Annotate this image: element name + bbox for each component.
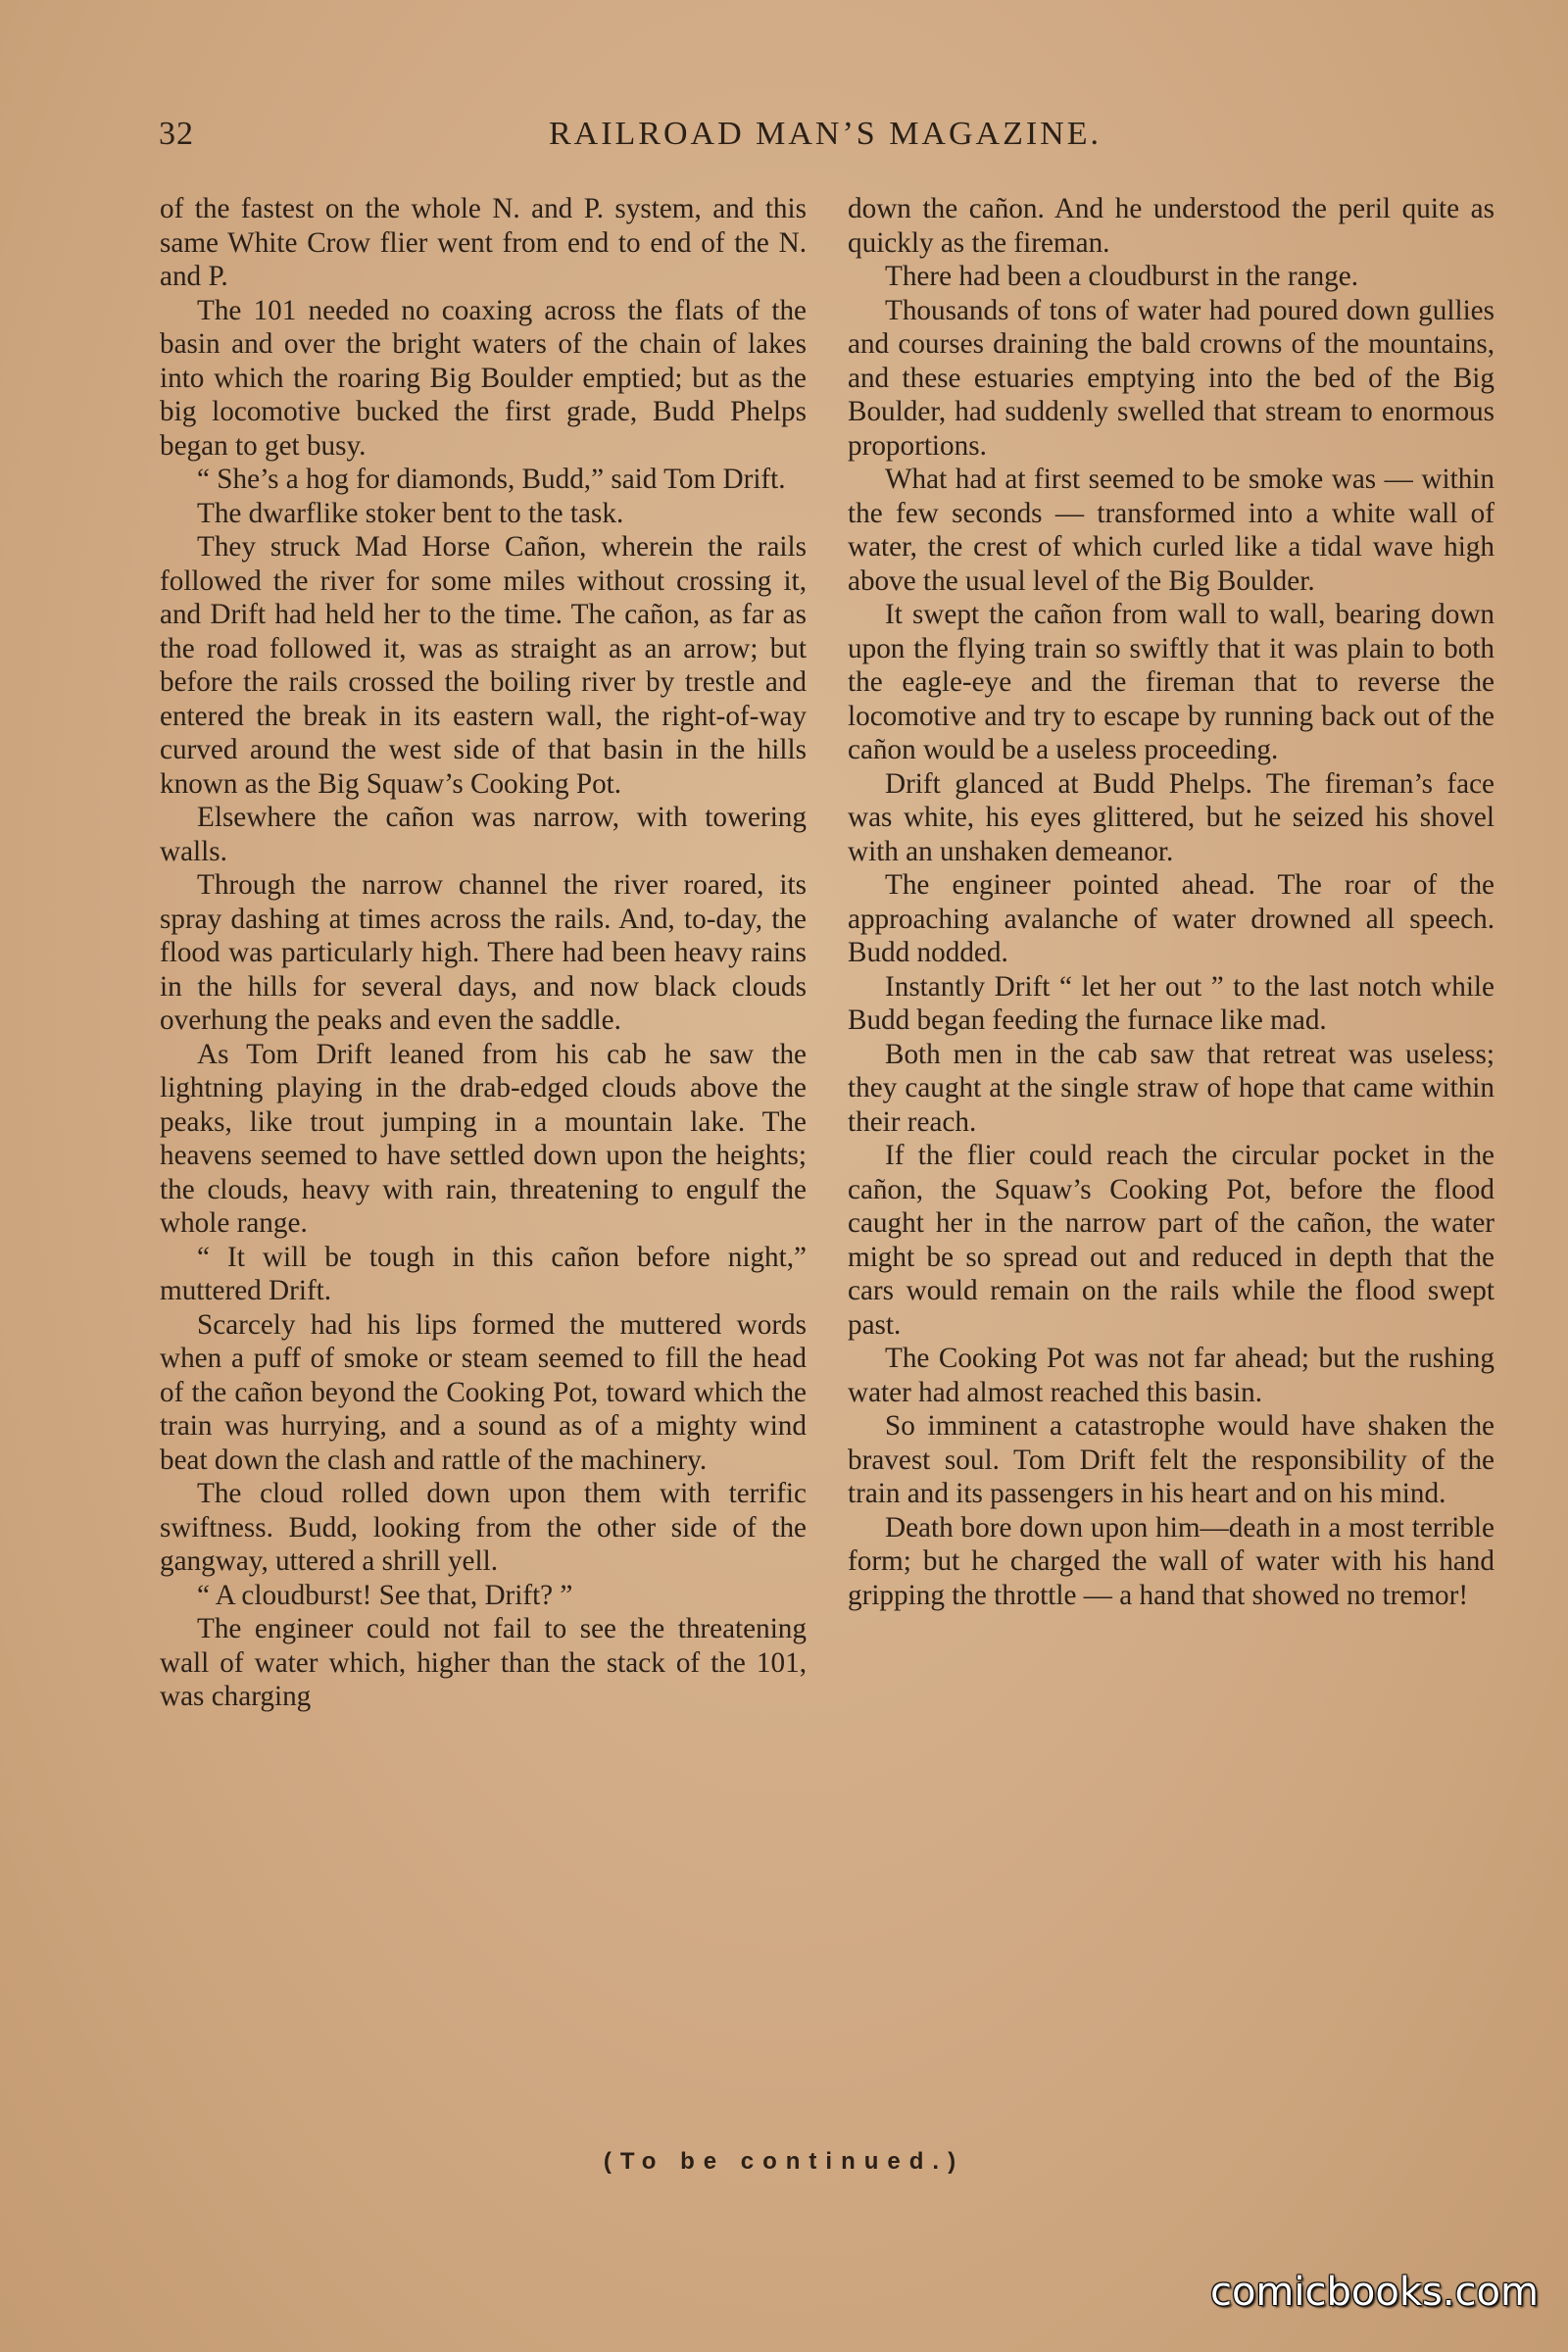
paragraph: If the flier could reach the circular pocket in the cañon, the Squaw’s Cooking Pot, before the flood caught her in the narrow part of the cañon, the water might be so spread out and reduced in depth that the cars would remain on the rails while the flood swept past. [848,1140,1494,1341]
paragraph: The 101 needed no coaxing across the flats of the basin and over the bright waters of the chain of lakes into which the roaring Big Boulder emptied; but as the big locomotive bucked the first grade, Budd Phelps began to get busy. [160,294,807,462]
paragraph: The engineer pointed ahead. The roar of the approaching avalanche of water drowned all speech. Budd nodded. [848,869,1494,968]
paragraph: It swept the cañon from wall to wall, bearing down upon the flying train so swiftly that it was plain to both the eagle-eye and the fireman that to reverse the locomotive and try to escape by running back out of the cañon would be a useless proceeding. [848,599,1494,765]
paragraph: Instantly Drift “ let her out ” to the last notch while Budd began feeding the furnace like mad. [848,970,1494,1036]
left-column [160,192,807,1714]
paragraph: The engineer could not fail to see the threatening wall of water which, higher than the stack of the 101, was charging [160,1613,807,1712]
paragraph: The dwarflike stoker bent to the task. [197,497,624,529]
paragraph: The Cooking Pot was not far ahead; but the rushing water had almost reached this basin. [848,1343,1494,1408]
paragraph: “ It will be tough in this cañon before night,” muttered Drift. [160,1241,807,1306]
watermark-logo: comicbooks.com [1209,2270,1539,2315]
paragraph: “ A cloudburst! See that, Drift? ” [197,1579,573,1611]
paragraph: down the cañon. And he understood the peril quite as quickly as the fireman. [848,193,1494,259]
paragraph: They struck Mad Horse Cañon, wherein the rails followed the river for some miles without crossing it, and Drift had held her to the time. The cañon, as far as the road followed it, was as straight as an arrow; but before the rails crossed the boiling river by trestle and entered the break in its eastern wall, the right-of-way curved around the west side of that basin in the hills known as the Big Squaw’s Cooking Pot. [160,531,807,800]
paragraph: Death bore down upon him—death in a most terrible form; but he charged the wall of water with his hand gripping the throttle — a hand that showed no tremor! [848,1511,1494,1611]
page-number: 32 [159,116,194,152]
paragraph: So imminent a catastrophe would have shaken the bravest soul. Tom Drift felt the responsibility of the train and its passengers in his heart and on his mind. [848,1410,1494,1509]
paragraph: Scarcely had his lips formed the muttered words when a puff of smoke or steam seemed to fill the head of the cañon beyond the Cooking Pot, toward which the train was hurrying, and a sound as of a mighty wind beat down the clash and rattle of the machinery. [160,1308,807,1476]
paragraph: “ She’s a hog for diamonds, Budd,” said Tom Drift. [197,464,786,495]
paragraph: of the fastest on the whole N. and P. system, and this same White Crow flier went from end to end of the N. and P. [160,193,807,292]
right-column [848,192,1494,1612]
paragraph: What had at first seemed to be smoke was — within the few seconds — transformed into a white wall of water, the crest of which curled like a tidal wave high above the usual level of the Big Boulder. [848,464,1494,597]
paragraph: Drift glanced at Budd Phelps. The fireman’s face was white, his eyes glittered, but he seized his shovel with an unshaken demeanor. [848,767,1494,867]
paragraph: As Tom Drift leaned from his cab he saw the lightning playing in the drab-edged clouds above the peaks, like trout jumping in a mountain lake. The heavens seemed to have settled down upon the heights; the clouds, heavy with rain, threatening to engulf the whole range. [160,1038,807,1239]
paragraph: Elsewhere the cañon was narrow, with towering walls. [160,802,807,867]
paragraph: Both men in the cab saw that retreat was useless; they caught at the single straw of hope that came within their reach. [848,1038,1494,1138]
paragraph: Through the narrow channel the river roared, its spray dashing at times across the rails. And, to-day, the flood was particularly high. There had been heavy rains in the hills for several days, and now black clouds overhung the peaks and even the saddle. [160,869,807,1036]
paragraph: The cloud rolled down upon them with terrific swiftness. Budd, looking from the other side of the gangway, uttered a shrill yell. [160,1478,807,1577]
to-be-continued: (To be continued.) [603,2148,965,2175]
paragraph: There had been a cloudburst in the range. [885,261,1359,292]
paragraph: Thousands of tons of water had poured down gullies and courses draining the bald crowns of the mountains, and these estuaries emptying into the bed of the Big Boulder, had suddenly swelled that stream to enormous proportions. [848,294,1494,462]
running-title: RAILROAD MAN’S MAGAZINE. [548,116,1102,152]
page-header [159,116,1492,165]
